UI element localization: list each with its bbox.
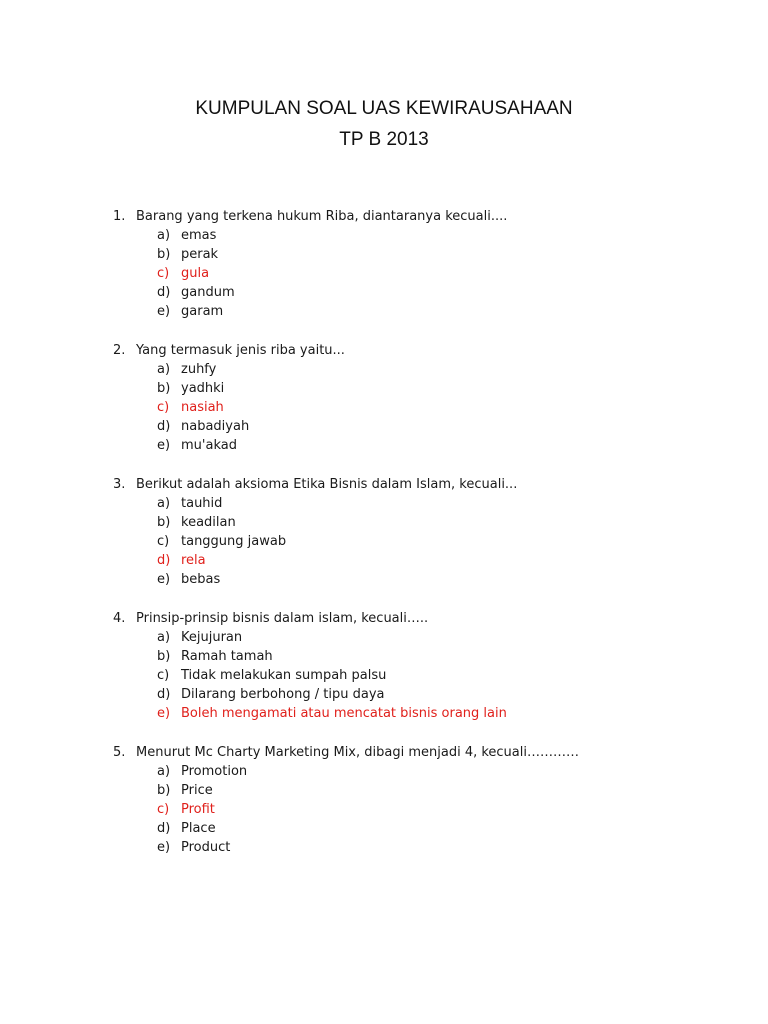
option-letter: c): [157, 400, 170, 415]
option-text: tanggung jawab: [181, 534, 287, 549]
option-text: zuhfy: [181, 362, 217, 377]
option-a: [0, 360, 768, 379]
option-a: [0, 762, 768, 781]
option-letter: b): [157, 247, 171, 262]
option-d: [0, 685, 768, 704]
question-text: Prinsip-prinsip bisnis dalam islam, kecuali…..: [136, 611, 429, 626]
option-b: [0, 647, 768, 666]
option-e: [0, 838, 768, 857]
option-b: [0, 781, 768, 800]
option-c-answer: [0, 800, 768, 819]
option-letter: c): [157, 534, 170, 549]
option-text: gandum: [181, 285, 235, 300]
question-1: [0, 207, 768, 321]
option-letter: c): [157, 802, 170, 817]
option-d: [0, 417, 768, 436]
option-letter: a): [157, 362, 171, 377]
option-letter: e): [157, 840, 171, 855]
option-letter: e): [157, 438, 171, 453]
option-letter: d): [157, 553, 171, 568]
option-text: Product: [181, 840, 231, 855]
question-2: [0, 341, 768, 455]
option-text: mu'akad: [181, 438, 237, 453]
option-c-answer: [0, 398, 768, 417]
option-d-answer: [0, 551, 768, 570]
option-text: Ramah tamah: [181, 649, 273, 664]
option-letter: a): [157, 496, 171, 511]
question-text: Menurut Mc Charty Marketing Mix, dibagi menjadi 4, kecuali…………: [136, 745, 579, 760]
option-letter: a): [157, 764, 171, 779]
option-letter: e): [157, 572, 171, 587]
question-list: [0, 207, 768, 877]
option-text: Boleh mengamati atau mencatat bisnis orang lain: [181, 706, 507, 721]
option-letter: d): [157, 285, 171, 300]
option-list: [0, 226, 768, 321]
option-text: rela: [181, 553, 206, 568]
question-number: 4.: [113, 611, 126, 626]
option-text: tauhid: [181, 496, 223, 511]
option-text: Dilarang berbohong / tipu daya: [181, 687, 385, 702]
option-text: emas: [181, 228, 217, 243]
option-a: [0, 226, 768, 245]
option-a: [0, 494, 768, 513]
option-c: [0, 532, 768, 551]
question-text: Berikut adalah aksioma Etika Bisnis dalam Islam, kecuali...: [136, 477, 518, 492]
option-text: gula: [181, 266, 210, 281]
option-letter: c): [157, 668, 170, 683]
question-5: [0, 743, 768, 857]
option-text: Price: [181, 783, 213, 798]
option-letter: a): [157, 228, 171, 243]
option-list: [0, 494, 768, 589]
document-title: [0, 93, 768, 155]
question-number: 3.: [113, 477, 126, 492]
option-b: [0, 379, 768, 398]
option-text: bebas: [181, 572, 221, 587]
option-list: [0, 762, 768, 857]
question-number: 5.: [113, 745, 126, 760]
option-letter: b): [157, 381, 171, 396]
option-text: Kejujuran: [181, 630, 243, 645]
option-letter: b): [157, 649, 171, 664]
option-letter: d): [157, 821, 171, 836]
option-letter: c): [157, 266, 170, 281]
question-text: Yang termasuk jenis riba yaitu...: [136, 343, 345, 358]
option-letter: e): [157, 706, 171, 721]
option-text: Tidak melakukan sumpah palsu: [181, 668, 387, 683]
option-e: [0, 570, 768, 589]
option-list: [0, 628, 768, 723]
option-list: [0, 360, 768, 455]
option-letter: d): [157, 419, 171, 434]
option-c: [0, 666, 768, 685]
option-letter: b): [157, 515, 171, 530]
option-text: perak: [181, 247, 219, 262]
title-line-1: KUMPULAN SOAL UAS KEWIRAUSAHAAN: [195, 98, 573, 119]
option-e-answer: [0, 704, 768, 723]
option-letter: e): [157, 304, 171, 319]
option-c-answer: [0, 264, 768, 283]
question-4: [0, 609, 768, 723]
option-text: garam: [181, 304, 224, 319]
option-text: Profit: [181, 802, 215, 817]
option-text: nabadiyah: [181, 419, 250, 434]
option-e: [0, 302, 768, 321]
option-letter: d): [157, 687, 171, 702]
option-letter: b): [157, 783, 171, 798]
question-number: 2.: [113, 343, 126, 358]
option-text: yadhki: [181, 381, 225, 396]
option-d: [0, 819, 768, 838]
option-letter: a): [157, 630, 171, 645]
option-d: [0, 283, 768, 302]
title-line-2: TP B 2013: [339, 129, 429, 150]
option-e: [0, 436, 768, 455]
option-text: Place: [181, 821, 216, 836]
option-text: keadilan: [181, 515, 236, 530]
question-number: 1.: [113, 209, 126, 224]
option-text: Promotion: [181, 764, 248, 779]
question-3: [0, 475, 768, 589]
question-text: Barang yang terkena hukum Riba, diantaranya kecuali....: [136, 209, 508, 224]
option-text: nasiah: [181, 400, 224, 415]
option-a: [0, 628, 768, 647]
option-b: [0, 513, 768, 532]
option-b: [0, 245, 768, 264]
